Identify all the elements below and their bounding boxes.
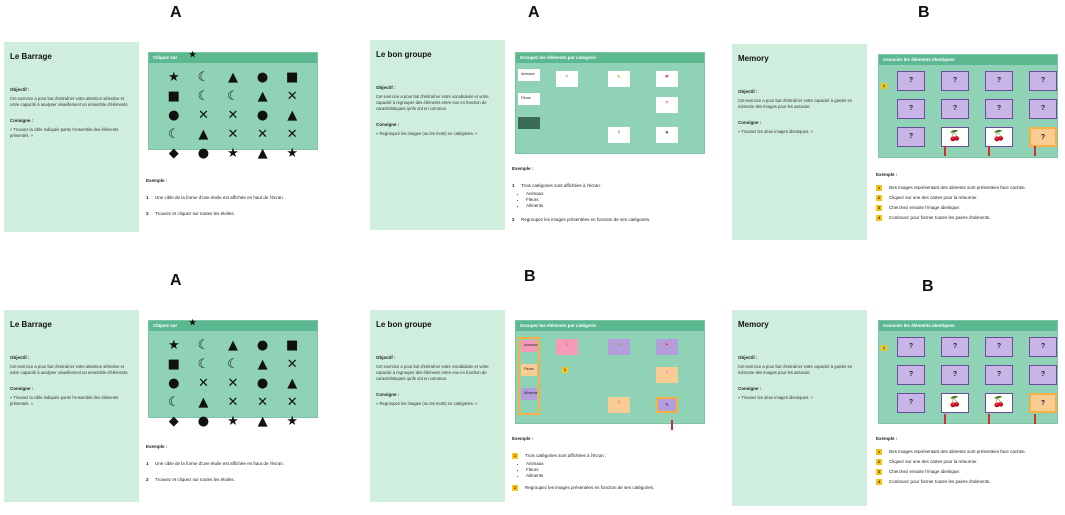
moon-icon[interactable]: ☾ bbox=[167, 127, 180, 142]
step-number: 2 bbox=[146, 211, 149, 216]
panel-letter: A bbox=[528, 4, 540, 21]
triangle-icon[interactable]: ▲ bbox=[227, 70, 238, 85]
step-number: 2 bbox=[877, 459, 881, 464]
groupe-example bbox=[512, 166, 702, 233]
moon-icon[interactable]: ☾ bbox=[227, 357, 239, 372]
memory-card[interactable]: ? bbox=[897, 365, 925, 385]
memory-card[interactable]: ? bbox=[985, 365, 1013, 385]
memory-card[interactable]: ? bbox=[941, 71, 969, 91]
image-piece[interactable]: 🥩 bbox=[656, 339, 678, 355]
instruction-text: « Trouvez les deux images identiques. » bbox=[738, 129, 813, 134]
screen-header: Associez les éléments identiques bbox=[879, 55, 1057, 65]
objective-label: Objectif : bbox=[10, 355, 30, 360]
memory-card[interactable]: ? bbox=[897, 127, 925, 147]
groupe-game-screen bbox=[515, 52, 705, 154]
memory-card[interactable]: ? bbox=[985, 71, 1013, 91]
barrage-example bbox=[146, 178, 326, 227]
cross-icon[interactable]: ✕ bbox=[197, 376, 209, 391]
step-number: 1 bbox=[877, 449, 881, 454]
diamond-icon[interactable]: ◆ bbox=[168, 146, 179, 161]
step-text: Une cible de la forme d'une étoile est affichée en haut de l'écran. bbox=[155, 195, 284, 200]
step-text: Cliquez sur une des cartes pour la retourner. bbox=[889, 459, 978, 464]
objective-label: Objectif : bbox=[376, 85, 396, 90]
triangle-icon[interactable]: ▲ bbox=[198, 395, 209, 410]
memory-card[interactable]: ? bbox=[897, 99, 925, 119]
barrage-game-screen bbox=[148, 50, 318, 161]
category-item[interactable]: Fleurs bbox=[518, 93, 540, 105]
circle-icon[interactable]: ● bbox=[256, 338, 269, 353]
card-title: Le Barrage bbox=[10, 320, 52, 329]
circle-icon[interactable]: ● bbox=[256, 376, 269, 391]
memory-game-screen bbox=[878, 54, 1058, 158]
bullet-item: • Aliments bbox=[526, 203, 702, 209]
cross-icon[interactable]: ✕ bbox=[257, 127, 269, 142]
step-number: 2 bbox=[513, 485, 517, 490]
objective-text: Cet exercice a pour but d'entraîner votre attention sélective et votre capacité à analyser visuellement un ensemble d'éléments. bbox=[10, 364, 129, 375]
step-number: 1 bbox=[146, 195, 149, 200]
arrow-icon bbox=[1034, 414, 1036, 424]
category-column bbox=[518, 69, 540, 141]
memory-description-card bbox=[732, 310, 867, 506]
moon-icon[interactable]: ☾ bbox=[197, 357, 210, 372]
card-title: Le bon groupe bbox=[376, 50, 432, 59]
square-icon[interactable]: ■ bbox=[167, 357, 180, 372]
instruction-text: « Trouvez les deux images identiques. » bbox=[738, 395, 813, 400]
moon-icon[interactable]: ☾ bbox=[197, 70, 210, 85]
arrow-icon bbox=[1034, 146, 1036, 156]
category-item[interactable]: Animaux bbox=[518, 69, 540, 81]
memory-card[interactable]: ? bbox=[1029, 393, 1057, 413]
objective-text: Cet exercice a pour but d'entraîner votre vocabulaire et votre capacité à regrouper des éléments entre eux en fonction de caractéristiques qu'ils ont en commun. bbox=[376, 94, 489, 111]
cross-icon[interactable]: ✕ bbox=[286, 127, 298, 142]
memory-card[interactable]: ? bbox=[1029, 337, 1057, 357]
objective-label: Objectif : bbox=[738, 89, 758, 94]
example-label: Exemple : bbox=[512, 436, 534, 441]
memory-example bbox=[876, 172, 1060, 225]
arrow-icon bbox=[944, 146, 946, 156]
moon-icon[interactable]: ☾ bbox=[197, 338, 210, 353]
step-marker: 1 bbox=[882, 83, 886, 88]
memory-card[interactable]: ? bbox=[897, 71, 925, 91]
step-text: Une cible de la forme d'une étoile est affichée en haut de l'écran. bbox=[155, 461, 284, 466]
target-star-icon: ★ bbox=[189, 318, 197, 327]
shape-grid bbox=[149, 63, 317, 168]
instruction-text: « Trouvez la cible indiquée parmi l'ensemble des éléments présentés. » bbox=[10, 395, 119, 406]
screen-header: Groupez les éléments par catégorie bbox=[516, 321, 704, 331]
cherry-card-icon[interactable]: 🍒 bbox=[985, 393, 1013, 413]
barrage-example bbox=[146, 444, 326, 493]
image-piece[interactable]: 🍇 bbox=[656, 127, 678, 143]
step-number: 1 bbox=[146, 461, 149, 466]
instruction-label: Consigne : bbox=[738, 386, 762, 391]
bullet-item: • Animaux bbox=[526, 191, 702, 197]
memory-card[interactable]: ? bbox=[1029, 71, 1057, 91]
instruction-text: « Trouvez la cible indiquée parmi l'ensemble des éléments présentés. » bbox=[10, 127, 119, 138]
groupe-description-card bbox=[370, 40, 505, 230]
step-number: 4 bbox=[877, 479, 881, 484]
image-piece[interactable]: 🌷 bbox=[608, 397, 630, 413]
triangle-icon[interactable]: ▲ bbox=[257, 146, 268, 161]
step-number: 2 bbox=[877, 195, 881, 200]
memory-card[interactable]: ? bbox=[1029, 99, 1057, 119]
panel-letter: B bbox=[524, 268, 536, 285]
memory-grid bbox=[879, 331, 1057, 419]
memory-card[interactable]: ? bbox=[941, 99, 969, 119]
step-text: Regroupez les images présentées en fonction de ses catégories. bbox=[525, 485, 655, 490]
memory-card[interactable]: ? bbox=[897, 337, 925, 357]
triangle-icon[interactable]: ▲ bbox=[257, 414, 268, 429]
objective-text: Cet exercice a pour but d'entraîner votre capacité à garder en mémoire des images pour les associer. bbox=[738, 98, 853, 109]
circle-icon[interactable]: ● bbox=[168, 376, 180, 391]
step-number: 1 bbox=[513, 453, 517, 458]
cherry-card-icon[interactable]: 🍒 bbox=[941, 127, 969, 147]
triangle-icon[interactable]: ▲ bbox=[227, 338, 238, 353]
star-icon[interactable]: ★ bbox=[286, 414, 299, 429]
memory-example bbox=[876, 436, 1060, 489]
moon-icon[interactable]: ☾ bbox=[227, 89, 239, 104]
square-icon[interactable]: ■ bbox=[167, 89, 180, 104]
step-text: Des images représentant des aliments sont présentées face cachée. bbox=[889, 449, 1026, 454]
step-number: 4 bbox=[877, 215, 881, 220]
memory-card[interactable]: ? bbox=[941, 337, 969, 357]
circle-icon[interactable]: ● bbox=[168, 108, 180, 123]
groupe-example bbox=[512, 436, 702, 501]
star-icon[interactable]: ★ bbox=[227, 414, 239, 429]
objective-text: Cet exercice a pour but d'entraîner votre capacité à garder en mémoire des images pour les associer. bbox=[738, 364, 853, 375]
arrow-icon bbox=[988, 146, 990, 156]
step-number: 3 bbox=[877, 205, 881, 210]
category-item[interactable]: Fleurs bbox=[521, 364, 537, 376]
groupe-description-card bbox=[370, 310, 505, 502]
triangle-icon[interactable]: ▲ bbox=[287, 108, 298, 123]
triangle-icon[interactable]: ▲ bbox=[257, 89, 268, 104]
category-item[interactable]: Aliments bbox=[521, 388, 537, 400]
bullet-item: • Fleurs bbox=[526, 467, 702, 473]
moon-icon[interactable]: ☾ bbox=[197, 89, 210, 104]
header-text: Cliquez sur bbox=[153, 323, 178, 328]
barrage-game-screen bbox=[148, 318, 318, 429]
memory-card[interactable]: ? bbox=[985, 337, 1013, 357]
step-text: Continuez pour former toutes les paires d'aliments. bbox=[889, 215, 991, 220]
memory-card[interactable]: ? bbox=[985, 99, 1013, 119]
square-icon[interactable]: ■ bbox=[286, 338, 299, 353]
memory-card[interactable]: ? bbox=[1029, 365, 1057, 385]
memory-description-card bbox=[732, 44, 867, 240]
circle-icon[interactable]: ● bbox=[256, 70, 269, 85]
memory-game-screen bbox=[878, 320, 1058, 424]
category-column bbox=[518, 337, 540, 415]
step-text: Trouvez et cliquez sur toutes les étoiles. bbox=[155, 477, 235, 482]
image-piece[interactable]: 🌸 bbox=[656, 97, 678, 113]
arrow-icon bbox=[671, 420, 673, 430]
moon-icon[interactable]: ☾ bbox=[167, 395, 180, 410]
star-icon[interactable]: ★ bbox=[167, 70, 180, 85]
example-label: Exemple : bbox=[512, 166, 534, 171]
step-number: 3 bbox=[877, 469, 881, 474]
card-title: Memory bbox=[738, 320, 769, 329]
card-title: Le Barrage bbox=[10, 52, 52, 61]
cross-icon[interactable]: ✕ bbox=[197, 108, 209, 123]
step-text: Trois catégories sont affichées à l'écran : bbox=[521, 183, 603, 188]
target-star-icon: ★ bbox=[189, 50, 197, 59]
step-text: Trois catégories sont affichées à l'écran : bbox=[525, 453, 607, 458]
step-text: Cliquez sur une des cartes pour la retourner. bbox=[889, 195, 978, 200]
objective-label: Objectif : bbox=[376, 355, 396, 360]
shape-grid bbox=[149, 331, 317, 436]
cross-icon[interactable]: ✕ bbox=[286, 357, 298, 372]
step-text: Cherchez ensuite l'image identique. bbox=[889, 469, 961, 474]
card-title: Memory bbox=[738, 54, 769, 63]
step-marker: 1 bbox=[563, 367, 567, 372]
arrow-icon bbox=[988, 414, 990, 424]
step-number: 1 bbox=[512, 183, 515, 188]
barrage-description-card bbox=[4, 310, 139, 502]
image-piece[interactable]: 🥩 bbox=[656, 71, 678, 87]
instruction-label: Consigne : bbox=[10, 386, 34, 391]
instruction-text: « Regroupez les images (ou les mots) en catégories. » bbox=[376, 131, 478, 136]
instruction-label: Consigne : bbox=[10, 118, 34, 123]
panel-letter: B bbox=[922, 278, 934, 295]
screen-header bbox=[149, 318, 317, 331]
star-icon[interactable]: ★ bbox=[227, 146, 239, 161]
step-text: Continuez pour former toutes les paires d'aliments. bbox=[889, 479, 991, 484]
image-piece[interactable]: 🌸 bbox=[656, 367, 678, 383]
bullet-item: • Fleurs bbox=[526, 197, 702, 203]
cross-icon[interactable]: ✕ bbox=[227, 127, 239, 142]
category-item[interactable]: Animaux bbox=[521, 340, 537, 352]
step-text: Trouvez et cliquez sur toutes les étoiles. bbox=[155, 211, 235, 216]
image-piece[interactable]: 🍇 bbox=[656, 397, 678, 413]
circle-icon[interactable]: ● bbox=[197, 414, 210, 429]
cross-icon[interactable]: ✕ bbox=[286, 395, 298, 410]
triangle-icon[interactable]: ▲ bbox=[287, 376, 298, 391]
category-bullets bbox=[512, 191, 702, 209]
instruction-label: Consigne : bbox=[376, 122, 400, 127]
triangle-icon[interactable]: ▲ bbox=[198, 127, 209, 142]
triangle-icon[interactable]: ▲ bbox=[257, 357, 268, 372]
memory-card[interactable]: ? bbox=[941, 365, 969, 385]
cherry-card-icon[interactable]: 🍒 bbox=[985, 127, 1013, 147]
star-icon[interactable]: ★ bbox=[286, 146, 299, 161]
example-label: Exemple : bbox=[876, 172, 898, 177]
screen-header: Associez les éléments identiques bbox=[879, 321, 1057, 331]
step-text: Des images représentant des aliments sont présentées face cachée. bbox=[889, 185, 1026, 190]
arrow-icon bbox=[944, 414, 946, 424]
instruction-text: « Regroupez les images (ou les mots) en catégories. » bbox=[376, 401, 478, 406]
header-text: Cliquez sur bbox=[153, 55, 178, 60]
square-icon[interactable]: ■ bbox=[286, 70, 299, 85]
example-label: Exemple : bbox=[146, 444, 168, 449]
category-item[interactable] bbox=[518, 117, 540, 129]
cross-icon[interactable]: ✕ bbox=[227, 376, 239, 391]
image-piece[interactable]: 🦌 bbox=[556, 339, 578, 355]
objective-text: Cet exercice a pour but d'entraîner votre attention sélective et votre capacité à analyser visuellement un ensemble d'éléments. bbox=[10, 96, 129, 107]
cherry-card-icon[interactable]: 🍒 bbox=[941, 393, 969, 413]
circle-icon[interactable]: ● bbox=[197, 146, 210, 161]
example-label: Exemple : bbox=[146, 178, 168, 183]
step-text: Cherchez ensuite l'image identique. bbox=[889, 205, 961, 210]
bullet-item: • Aliments bbox=[526, 473, 702, 479]
objective-label: Objectif : bbox=[738, 355, 758, 360]
circle-icon[interactable]: ● bbox=[256, 108, 269, 123]
memory-card[interactable]: ? bbox=[897, 393, 925, 413]
example-label: Exemple : bbox=[876, 436, 898, 441]
step-number: 1 bbox=[877, 185, 881, 190]
panel-letter: B bbox=[918, 4, 930, 21]
instruction-label: Consigne : bbox=[376, 392, 400, 397]
image-piece[interactable]: 🦌 bbox=[556, 71, 578, 87]
category-bullets bbox=[512, 461, 702, 479]
cross-icon[interactable]: ✕ bbox=[286, 89, 298, 104]
memory-grid bbox=[879, 65, 1057, 153]
cross-icon[interactable]: ✕ bbox=[227, 395, 239, 410]
cross-icon[interactable]: ✕ bbox=[257, 395, 269, 410]
memory-card[interactable]: ? bbox=[1029, 127, 1057, 147]
objective-text: Cet exercice a pour but d'entraîner votre vocabulaire et votre capacité à regrouper des éléments entre eux en fonction de caractéristiques qu'ils ont en commun. bbox=[376, 364, 489, 381]
instruction-label: Consigne : bbox=[738, 120, 762, 125]
objective-label: Objectif : bbox=[10, 87, 30, 92]
groupe-game-screen bbox=[515, 320, 705, 424]
step-number: 2 bbox=[512, 217, 515, 222]
star-icon[interactable]: ★ bbox=[167, 338, 180, 353]
barrage-description-card bbox=[4, 42, 139, 232]
image-piece[interactable]: 🐛 bbox=[608, 339, 630, 355]
bullet-item: • Animaux bbox=[526, 461, 702, 467]
image-piece[interactable]: 🐛 bbox=[608, 71, 630, 87]
panel-letter: A bbox=[170, 4, 182, 21]
step-text: Regroupez les images présentées en fonction de ses catégories. bbox=[521, 217, 651, 222]
card-title: Le bon groupe bbox=[376, 320, 432, 329]
image-piece[interactable]: 🌷 bbox=[608, 127, 630, 143]
panel-letter: A bbox=[170, 272, 182, 289]
diamond-icon[interactable]: ◆ bbox=[168, 414, 179, 429]
screen-header: Groupez les éléments par catégorie bbox=[516, 53, 704, 63]
step-number: 2 bbox=[146, 477, 149, 482]
screen-header bbox=[149, 50, 317, 63]
step-marker: 1 bbox=[882, 345, 886, 350]
cross-icon[interactable]: ✕ bbox=[227, 108, 239, 123]
